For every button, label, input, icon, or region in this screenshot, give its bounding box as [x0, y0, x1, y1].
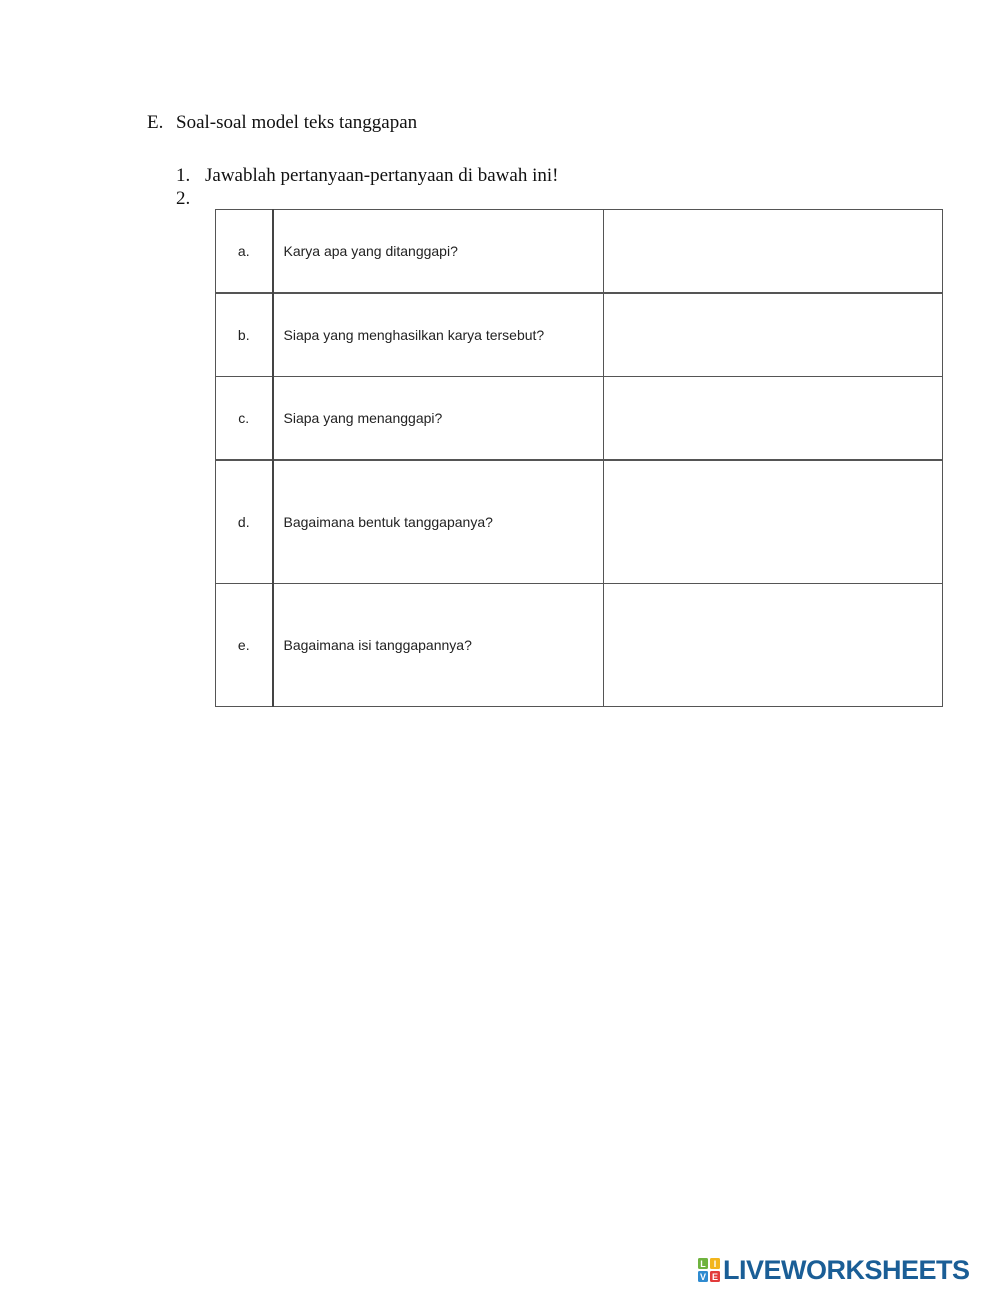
list-number: 1. — [176, 165, 191, 186]
question-cell: Siapa yang menanggapi? — [273, 377, 604, 461]
logo-letter: V — [699, 1272, 707, 1282]
logo-letter: L — [700, 1259, 706, 1269]
row-label: e. — [216, 584, 273, 707]
answer-field[interactable] — [604, 210, 943, 294]
row-label: d. — [216, 460, 273, 584]
brand-name: LIVEWORKSHEETS — [723, 1255, 970, 1285]
row-label: a. — [216, 210, 273, 294]
table-row — [216, 460, 943, 584]
section-title: Soal-soal model teks tanggapan — [176, 112, 418, 133]
answer-field[interactable] — [604, 584, 943, 707]
logo-letter: E — [711, 1272, 719, 1282]
section-heading — [147, 112, 417, 134]
liveworksheets-brand[interactable] — [698, 1255, 970, 1285]
liveworksheets-logo-icon — [698, 1258, 720, 1282]
question-cell: Bagaimana bentuk tanggapanya? — [273, 460, 604, 584]
list-number: 2. — [176, 188, 191, 209]
list-text: Jawablah pertanyaan-pertanyaan di bawah ini! — [205, 165, 559, 186]
list-item — [176, 165, 558, 187]
table-row — [216, 210, 943, 294]
table-row — [216, 584, 943, 707]
table-row — [216, 377, 943, 461]
question-cell: Karya apa yang ditanggapi? — [273, 210, 604, 294]
list-item — [176, 188, 205, 210]
answer-field[interactable] — [604, 460, 943, 584]
question-cell: Bagaimana isi tanggapannya? — [273, 584, 604, 707]
question-table — [215, 209, 943, 707]
table-row — [216, 293, 943, 377]
logo-letter: I — [713, 1259, 717, 1269]
question-cell: Siapa yang menghasilkan karya tersebut? — [273, 293, 604, 377]
answer-field[interactable] — [604, 377, 943, 461]
answer-field[interactable] — [604, 293, 943, 377]
row-label: b. — [216, 293, 273, 377]
section-letter: E. — [147, 112, 164, 133]
row-label: c. — [216, 377, 273, 461]
